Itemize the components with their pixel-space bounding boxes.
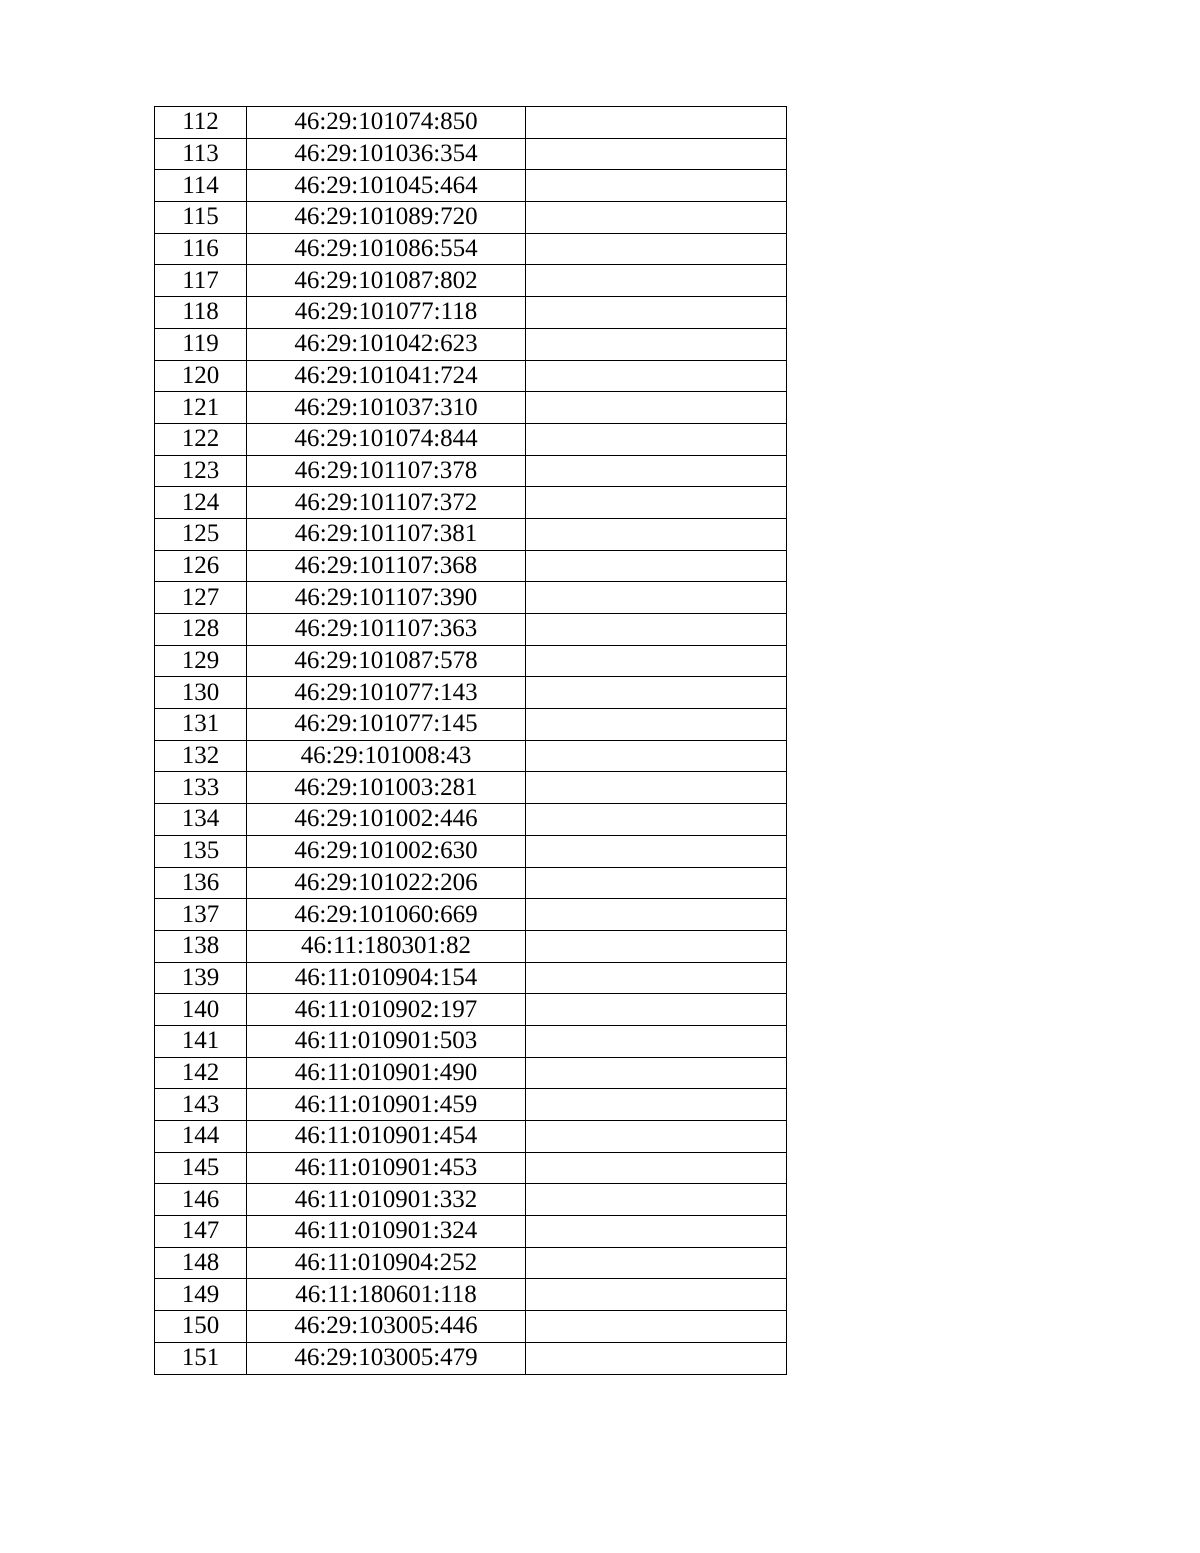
empty-cell [526, 518, 787, 550]
table-row [155, 1342, 787, 1374]
cadastral-number-cell: 46:29:101036:354 [247, 138, 526, 170]
empty-cell [526, 740, 787, 772]
table-row [155, 582, 787, 614]
table-row [155, 455, 787, 487]
row-number-cell: 117 [155, 265, 247, 297]
cadastral-number-cell: 46:29:101107:390 [247, 582, 526, 614]
cadastral-number-cell: 46:29:101042:623 [247, 328, 526, 360]
row-number-cell: 149 [155, 1279, 247, 1311]
row-number-cell: 118 [155, 297, 247, 329]
cadastral-number-cell: 46:29:101086:554 [247, 233, 526, 265]
cadastral-number-cell: 46:11:010902:197 [247, 994, 526, 1026]
cadastral-numbers-table [154, 106, 787, 1375]
cadastral-number-cell: 46:29:101037:310 [247, 392, 526, 424]
empty-cell [526, 677, 787, 709]
empty-cell [526, 1121, 787, 1153]
table-row [155, 107, 787, 139]
empty-cell [526, 930, 787, 962]
table-row [155, 1089, 787, 1121]
empty-cell [526, 709, 787, 741]
empty-cell [526, 328, 787, 360]
cadastral-number-cell: 46:11:180301:82 [247, 930, 526, 962]
row-number-cell: 140 [155, 994, 247, 1026]
empty-cell [526, 107, 787, 139]
cadastral-number-cell: 46:29:101077:143 [247, 677, 526, 709]
empty-cell [526, 487, 787, 519]
cadastral-number-cell: 46:29:101089:720 [247, 202, 526, 234]
row-number-cell: 115 [155, 202, 247, 234]
cadastral-number-cell: 46:29:101002:630 [247, 835, 526, 867]
table-row [155, 614, 787, 646]
table-row [155, 772, 787, 804]
table-row [155, 550, 787, 582]
empty-cell [526, 550, 787, 582]
row-number-cell: 144 [155, 1121, 247, 1153]
cadastral-number-cell: 46:29:103005:446 [247, 1311, 526, 1343]
table-row [155, 328, 787, 360]
table-row [155, 1184, 787, 1216]
table-row [155, 392, 787, 424]
table-body [155, 107, 787, 1375]
empty-cell [526, 645, 787, 677]
cadastral-number-cell: 46:29:101107:372 [247, 487, 526, 519]
table-row [155, 1121, 787, 1153]
row-number-cell: 146 [155, 1184, 247, 1216]
cadastral-number-cell: 46:29:101022:206 [247, 867, 526, 899]
row-number-cell: 147 [155, 1216, 247, 1248]
empty-cell [526, 455, 787, 487]
empty-cell [526, 1247, 787, 1279]
empty-cell [526, 297, 787, 329]
row-number-cell: 114 [155, 170, 247, 202]
cadastral-number-cell: 46:11:010901:454 [247, 1121, 526, 1153]
row-number-cell: 151 [155, 1342, 247, 1374]
empty-cell [526, 867, 787, 899]
table-row [155, 835, 787, 867]
row-number-cell: 116 [155, 233, 247, 265]
table-row [155, 709, 787, 741]
cadastral-number-cell: 46:11:010901:453 [247, 1152, 526, 1184]
row-number-cell: 132 [155, 740, 247, 772]
empty-cell [526, 1152, 787, 1184]
cadastral-number-cell: 46:11:010904:154 [247, 962, 526, 994]
table-row [155, 994, 787, 1026]
empty-cell [526, 1025, 787, 1057]
empty-cell [526, 835, 787, 867]
empty-cell [526, 582, 787, 614]
row-number-cell: 143 [155, 1089, 247, 1121]
cadastral-number-cell: 46:29:101060:669 [247, 899, 526, 931]
table-row [155, 645, 787, 677]
empty-cell [526, 994, 787, 1026]
empty-cell [526, 1216, 787, 1248]
cadastral-number-cell: 46:29:101041:724 [247, 360, 526, 392]
table-row [155, 804, 787, 836]
table-row [155, 677, 787, 709]
cadastral-number-cell: 46:29:101074:844 [247, 423, 526, 455]
row-number-cell: 125 [155, 518, 247, 550]
cadastral-number-cell: 46:29:101107:368 [247, 550, 526, 582]
table-row [155, 962, 787, 994]
row-number-cell: 145 [155, 1152, 247, 1184]
cadastral-number-cell: 46:29:101087:578 [247, 645, 526, 677]
cadastral-number-cell: 46:29:101077:145 [247, 709, 526, 741]
table-row [155, 170, 787, 202]
row-number-cell: 127 [155, 582, 247, 614]
table-row [155, 740, 787, 772]
cadastral-number-cell: 46:11:180601:118 [247, 1279, 526, 1311]
row-number-cell: 134 [155, 804, 247, 836]
empty-cell [526, 804, 787, 836]
row-number-cell: 136 [155, 867, 247, 899]
table-row [155, 360, 787, 392]
row-number-cell: 137 [155, 899, 247, 931]
empty-cell [526, 899, 787, 931]
table-row [155, 1057, 787, 1089]
row-number-cell: 131 [155, 709, 247, 741]
cadastral-number-cell: 46:29:101045:464 [247, 170, 526, 202]
empty-cell [526, 423, 787, 455]
row-number-cell: 126 [155, 550, 247, 582]
row-number-cell: 148 [155, 1247, 247, 1279]
cadastral-number-cell: 46:11:010904:252 [247, 1247, 526, 1279]
table-row [155, 1216, 787, 1248]
empty-cell [526, 1279, 787, 1311]
row-number-cell: 120 [155, 360, 247, 392]
cadastral-number-cell: 46:11:010901:324 [247, 1216, 526, 1248]
empty-cell [526, 1184, 787, 1216]
empty-cell [526, 265, 787, 297]
table-row [155, 1247, 787, 1279]
empty-cell [526, 772, 787, 804]
cadastral-number-cell: 46:29:101107:378 [247, 455, 526, 487]
table-row [155, 423, 787, 455]
row-number-cell: 122 [155, 423, 247, 455]
empty-cell [526, 1089, 787, 1121]
cadastral-number-cell: 46:29:101107:363 [247, 614, 526, 646]
table-row [155, 487, 787, 519]
cadastral-number-cell: 46:29:101107:381 [247, 518, 526, 550]
row-number-cell: 142 [155, 1057, 247, 1089]
cadastral-number-cell: 46:29:101003:281 [247, 772, 526, 804]
cadastral-number-cell: 46:29:101008:43 [247, 740, 526, 772]
table-row [155, 899, 787, 931]
table-row [155, 518, 787, 550]
empty-cell [526, 962, 787, 994]
table-row [155, 1311, 787, 1343]
row-number-cell: 139 [155, 962, 247, 994]
table-row [155, 867, 787, 899]
empty-cell [526, 233, 787, 265]
cadastral-number-cell: 46:29:101077:118 [247, 297, 526, 329]
empty-cell [526, 360, 787, 392]
row-number-cell: 123 [155, 455, 247, 487]
row-number-cell: 128 [155, 614, 247, 646]
row-number-cell: 119 [155, 328, 247, 360]
empty-cell [526, 1342, 787, 1374]
empty-cell [526, 614, 787, 646]
table-row [155, 1152, 787, 1184]
empty-cell [526, 1057, 787, 1089]
row-number-cell: 138 [155, 930, 247, 962]
row-number-cell: 129 [155, 645, 247, 677]
table-row [155, 202, 787, 234]
table-row [155, 265, 787, 297]
row-number-cell: 112 [155, 107, 247, 139]
table-row [155, 297, 787, 329]
cadastral-number-cell: 46:29:101087:802 [247, 265, 526, 297]
cadastral-number-cell: 46:11:010901:490 [247, 1057, 526, 1089]
empty-cell [526, 392, 787, 424]
table-row [155, 138, 787, 170]
row-number-cell: 150 [155, 1311, 247, 1343]
row-number-cell: 113 [155, 138, 247, 170]
cadastral-number-cell: 46:29:101002:446 [247, 804, 526, 836]
row-number-cell: 124 [155, 487, 247, 519]
row-number-cell: 141 [155, 1025, 247, 1057]
row-number-cell: 135 [155, 835, 247, 867]
cadastral-number-cell: 46:29:103005:479 [247, 1342, 526, 1374]
row-number-cell: 133 [155, 772, 247, 804]
table-row [155, 930, 787, 962]
table-row [155, 1279, 787, 1311]
empty-cell [526, 170, 787, 202]
cadastral-number-cell: 46:11:010901:459 [247, 1089, 526, 1121]
cadastral-number-cell: 46:29:101074:850 [247, 107, 526, 139]
table-row [155, 1025, 787, 1057]
empty-cell [526, 202, 787, 234]
row-number-cell: 121 [155, 392, 247, 424]
cadastral-number-cell: 46:11:010901:332 [247, 1184, 526, 1216]
empty-cell [526, 1311, 787, 1343]
empty-cell [526, 138, 787, 170]
cadastral-number-cell: 46:11:010901:503 [247, 1025, 526, 1057]
row-number-cell: 130 [155, 677, 247, 709]
table-row [155, 233, 787, 265]
